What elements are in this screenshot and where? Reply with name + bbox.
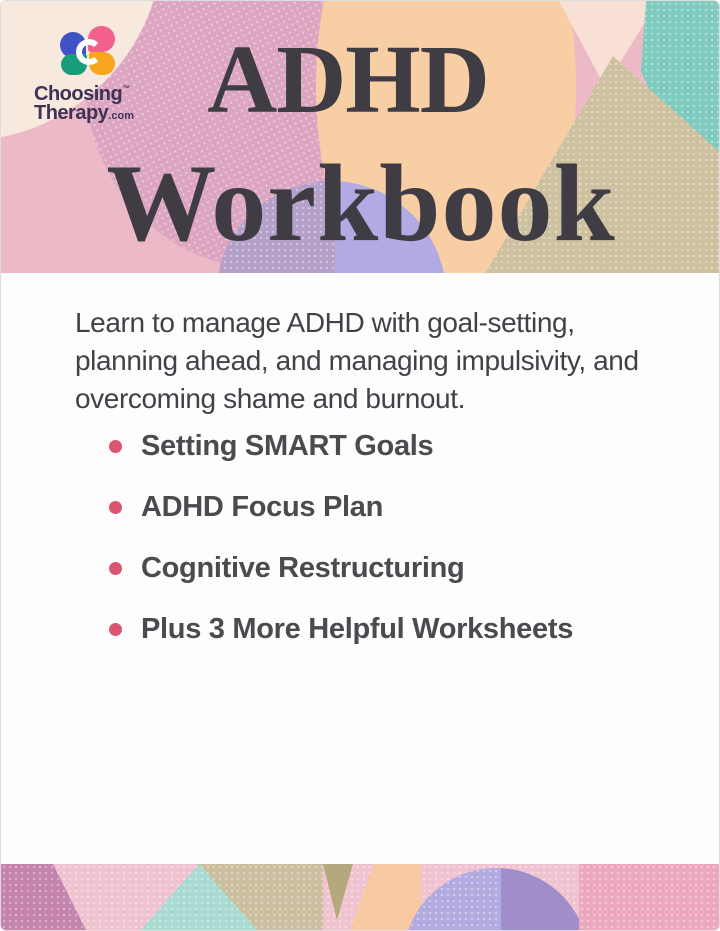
logo-domain-suffix: .com (108, 110, 134, 122)
intro-line: Learn to manage ADHD with goal-setting, (75, 307, 575, 338)
list-item-label: Setting SMART Goals (141, 429, 434, 462)
intro-line: overcoming shame and burnout. (75, 383, 465, 414)
logo-word-choosing: Choosing™ (34, 83, 131, 105)
worksheet-list (109, 431, 573, 675)
list-item (109, 492, 573, 522)
page-title-line-2: Workbook (106, 142, 616, 264)
page-title-line-1: ADHD (207, 26, 489, 133)
deco-strip-purple-right-half (501, 868, 589, 931)
dot-bullet-icon (109, 440, 122, 453)
hero-banner (1, 1, 720, 273)
list-item-label: ADHD Focus Plan (141, 490, 384, 523)
intro-paragraph (75, 304, 639, 418)
deco-strip-purple-circle (403, 868, 589, 931)
dot-bullet-icon (109, 562, 122, 575)
logo-word-therapy: Therapy.com (34, 102, 134, 124)
trademark-symbol: ™ (122, 84, 131, 93)
list-item (109, 553, 573, 583)
list-item-label: Plus 3 More Helpful Worksheets (141, 612, 574, 645)
footer-deco-strip (1, 864, 720, 931)
list-item-label: Cognitive Restructuring (141, 551, 465, 584)
deco-strip-rose-shape (579, 864, 720, 931)
intro-line: planning ahead, and managing impulsivity, and (75, 345, 639, 376)
dot-bullet-icon (109, 623, 122, 636)
list-item (109, 614, 573, 644)
dot-bullet-icon (109, 501, 122, 514)
list-item (109, 431, 573, 461)
